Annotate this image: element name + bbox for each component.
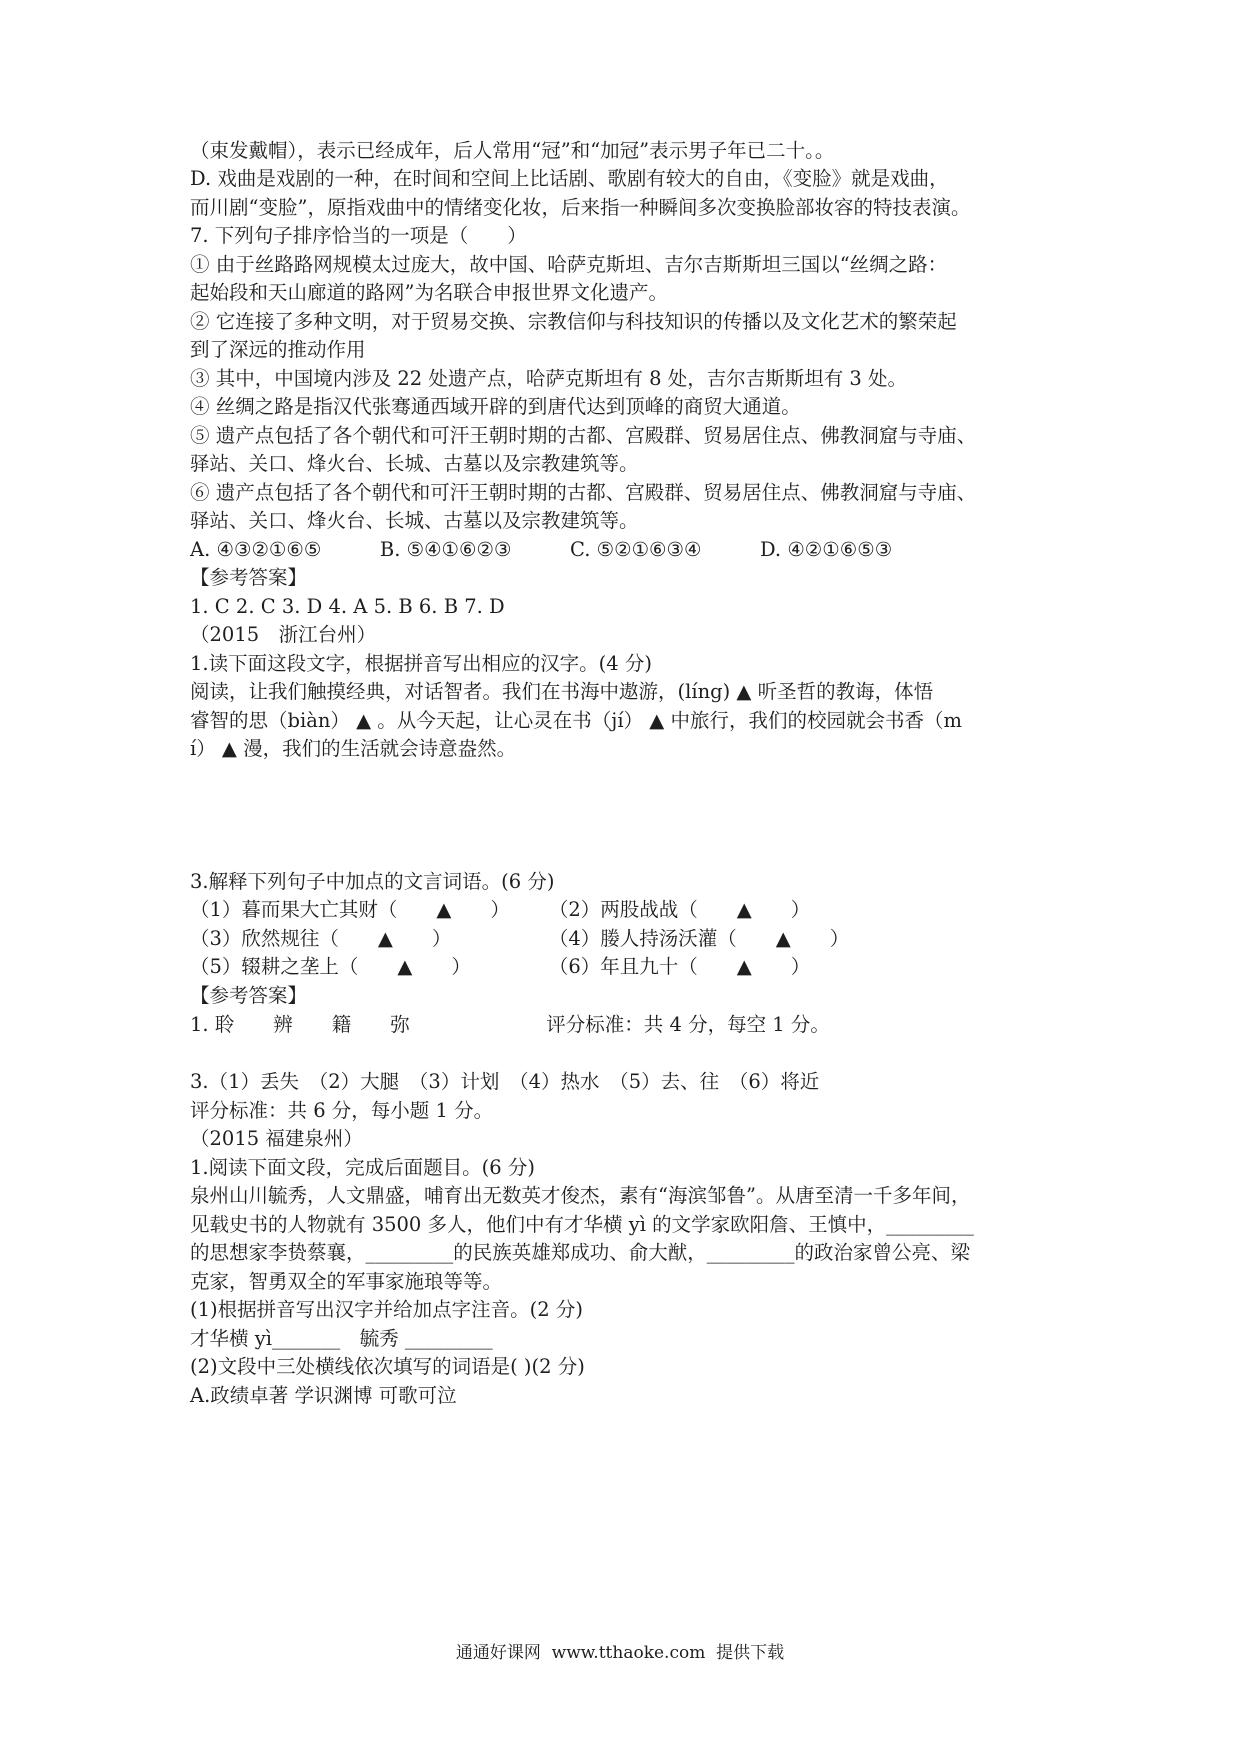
text-line: 见载史书的人物就有 3500 多人，他们中有才华横 yì 的文学家欧阳詹、王慎中，_________ bbox=[190, 1213, 974, 1236]
text-line: 评分标准：共 6 分，每小题 1 分。 bbox=[190, 1099, 494, 1122]
question-7-stem: 7. 下列句子排序恰当的一项是（ ） bbox=[190, 224, 527, 247]
text-line: （3）欣然规往（ ▲ ） （4）媵人持汤沃灌（ ▲ ） bbox=[190, 927, 850, 950]
text-line: í） ▲ 漫，我们的生活就会诗意盎然。 bbox=[190, 737, 517, 760]
text-line: D. 戏曲是戏剧的一种，在时间和空间上比话剧、歌剧有较大的自由，《变脸》就是戏曲， bbox=[190, 167, 949, 190]
text-line: (2)文段中三处横线依次填写的词语是( )(2 分) bbox=[190, 1355, 585, 1378]
text-line: (1)根据拼音写出汉字并给加点字注音。(2 分) bbox=[190, 1298, 583, 1321]
text-line: 驿站、关口、烽火台、长城、古墓以及宗教建筑等。 bbox=[190, 509, 639, 532]
text-line: （1）暮而果大亡其财（ ▲ ） （2）两股战战（ ▲ ） bbox=[190, 898, 811, 921]
section-heading: （2015 福建泉州） bbox=[190, 1127, 363, 1150]
text-line: 1.阅读下面文段，完成后面题目。(6 分) bbox=[190, 1156, 535, 1179]
text-line: 泉州山川毓秀，人文鼎盛，哺育出无数英才俊杰，素有“海滨邹鲁”。从唐至清一千多年间， bbox=[190, 1184, 971, 1207]
text-line: 到了深远的推动作用 bbox=[190, 338, 366, 361]
question-3-stem: 3.解释下列句子中加点的文言词语。(6 分) bbox=[190, 870, 555, 893]
text-line: ① 由于丝路路网规模太过庞大，故中国、哈萨克斯坦、吉尔吉斯斯坦三国以“丝绸之路： bbox=[190, 253, 948, 276]
answer-options: A. ④③②①⑥⑤ B. ⑤④①⑥②③ C. ⑤②①⑥③④ D. ④②①⑥⑤③ bbox=[190, 538, 893, 561]
text-line: 睿智的思（biàn） ▲ 。从今天起，让心灵在书（jí） ▲ 中旅行，我们的校园就会书香（m bbox=[190, 709, 962, 732]
text-line: 克家，智勇双全的军事家施琅等等。 bbox=[190, 1270, 503, 1293]
text-line: 的思想家李贽蔡襄，_________的民族英雄郑成功、俞大猷，_________的政治家曾公亮、梁 bbox=[190, 1241, 971, 1264]
text-line: 1. C 2. C 3. D 4. A 5. B 6. B 7. D bbox=[190, 595, 505, 618]
text-line: 而川剧“变脸”，原指戏曲中的情绪变化妆，后来指一种瞬间多次变换脸部妆容的特技表演。 bbox=[190, 196, 971, 219]
text-line: ② 它连接了多种文明，对于贸易交换、宗教信仰与科技知识的传播以及文化艺术的繁荣起 bbox=[190, 310, 957, 333]
footer-source: 通通好课网 www.tthaoke.com 提供下载 bbox=[455, 1643, 785, 1663]
text-line: 1. 聆 辨 籍 弥 评分标准：共 4 分，每空 1 分。 bbox=[190, 1013, 830, 1036]
text-line: 3.（1）丢失 （2）大腿 （3）计划 （4）热水 （5）去、往 （6）将近 bbox=[190, 1070, 820, 1093]
section-heading: （2015 浙江台州） bbox=[190, 623, 377, 646]
text-line: （5）辍耕之垄上（ ▲ ） （6）年且九十（ ▲ ） bbox=[190, 955, 811, 978]
reference-answer-heading: 【参考答案】 bbox=[190, 984, 308, 1007]
text-line: ③ 其中，中国境内涉及 22 处遗产点，哈萨克斯坦有 8 处，吉尔吉斯斯坦有 3 处。 bbox=[190, 367, 908, 390]
text-line: ④ 丝绸之路是指汉代张骞通西域开辟的到唐代达到顶峰的商贸大通道。 bbox=[190, 395, 801, 418]
text-line: 1.读下面这段文字，根据拼音写出相应的汉字。(4 分) bbox=[190, 652, 652, 675]
text-line: A.政绩卓著 学识渊博 可歌可泣 bbox=[190, 1384, 457, 1407]
reference-answer-heading: 【参考答案】 bbox=[190, 566, 308, 589]
text-line: （束发戴帽），表示已经成年，后人常用“冠”和“加冠”表示男子年已二十。。 bbox=[190, 139, 835, 162]
text-line: 起始段和天山廊道的路网”为名联合申报世界文化遗产。 bbox=[190, 281, 668, 304]
text-line: 才华横 yì_______ 毓秀 _________ bbox=[190, 1327, 493, 1350]
text-line: ⑥ 遗产点包括了各个朝代和可汗王朝时期的古都、宫殿群、贸易居住点、佛教洞窟与寺庙、 bbox=[190, 481, 977, 504]
text-line: ⑤ 遗产点包括了各个朝代和可汗王朝时期的古都、宫殿群、贸易居住点、佛教洞窟与寺庙、 bbox=[190, 424, 977, 447]
text-line: 阅读，让我们触摸经典，对话智者。我们在书海中遨游，(líng) ▲ 听圣哲的教诲，体悟 bbox=[190, 680, 934, 703]
text-line: 驿站、关口、烽火台、长城、古墓以及宗教建筑等。 bbox=[190, 452, 639, 475]
